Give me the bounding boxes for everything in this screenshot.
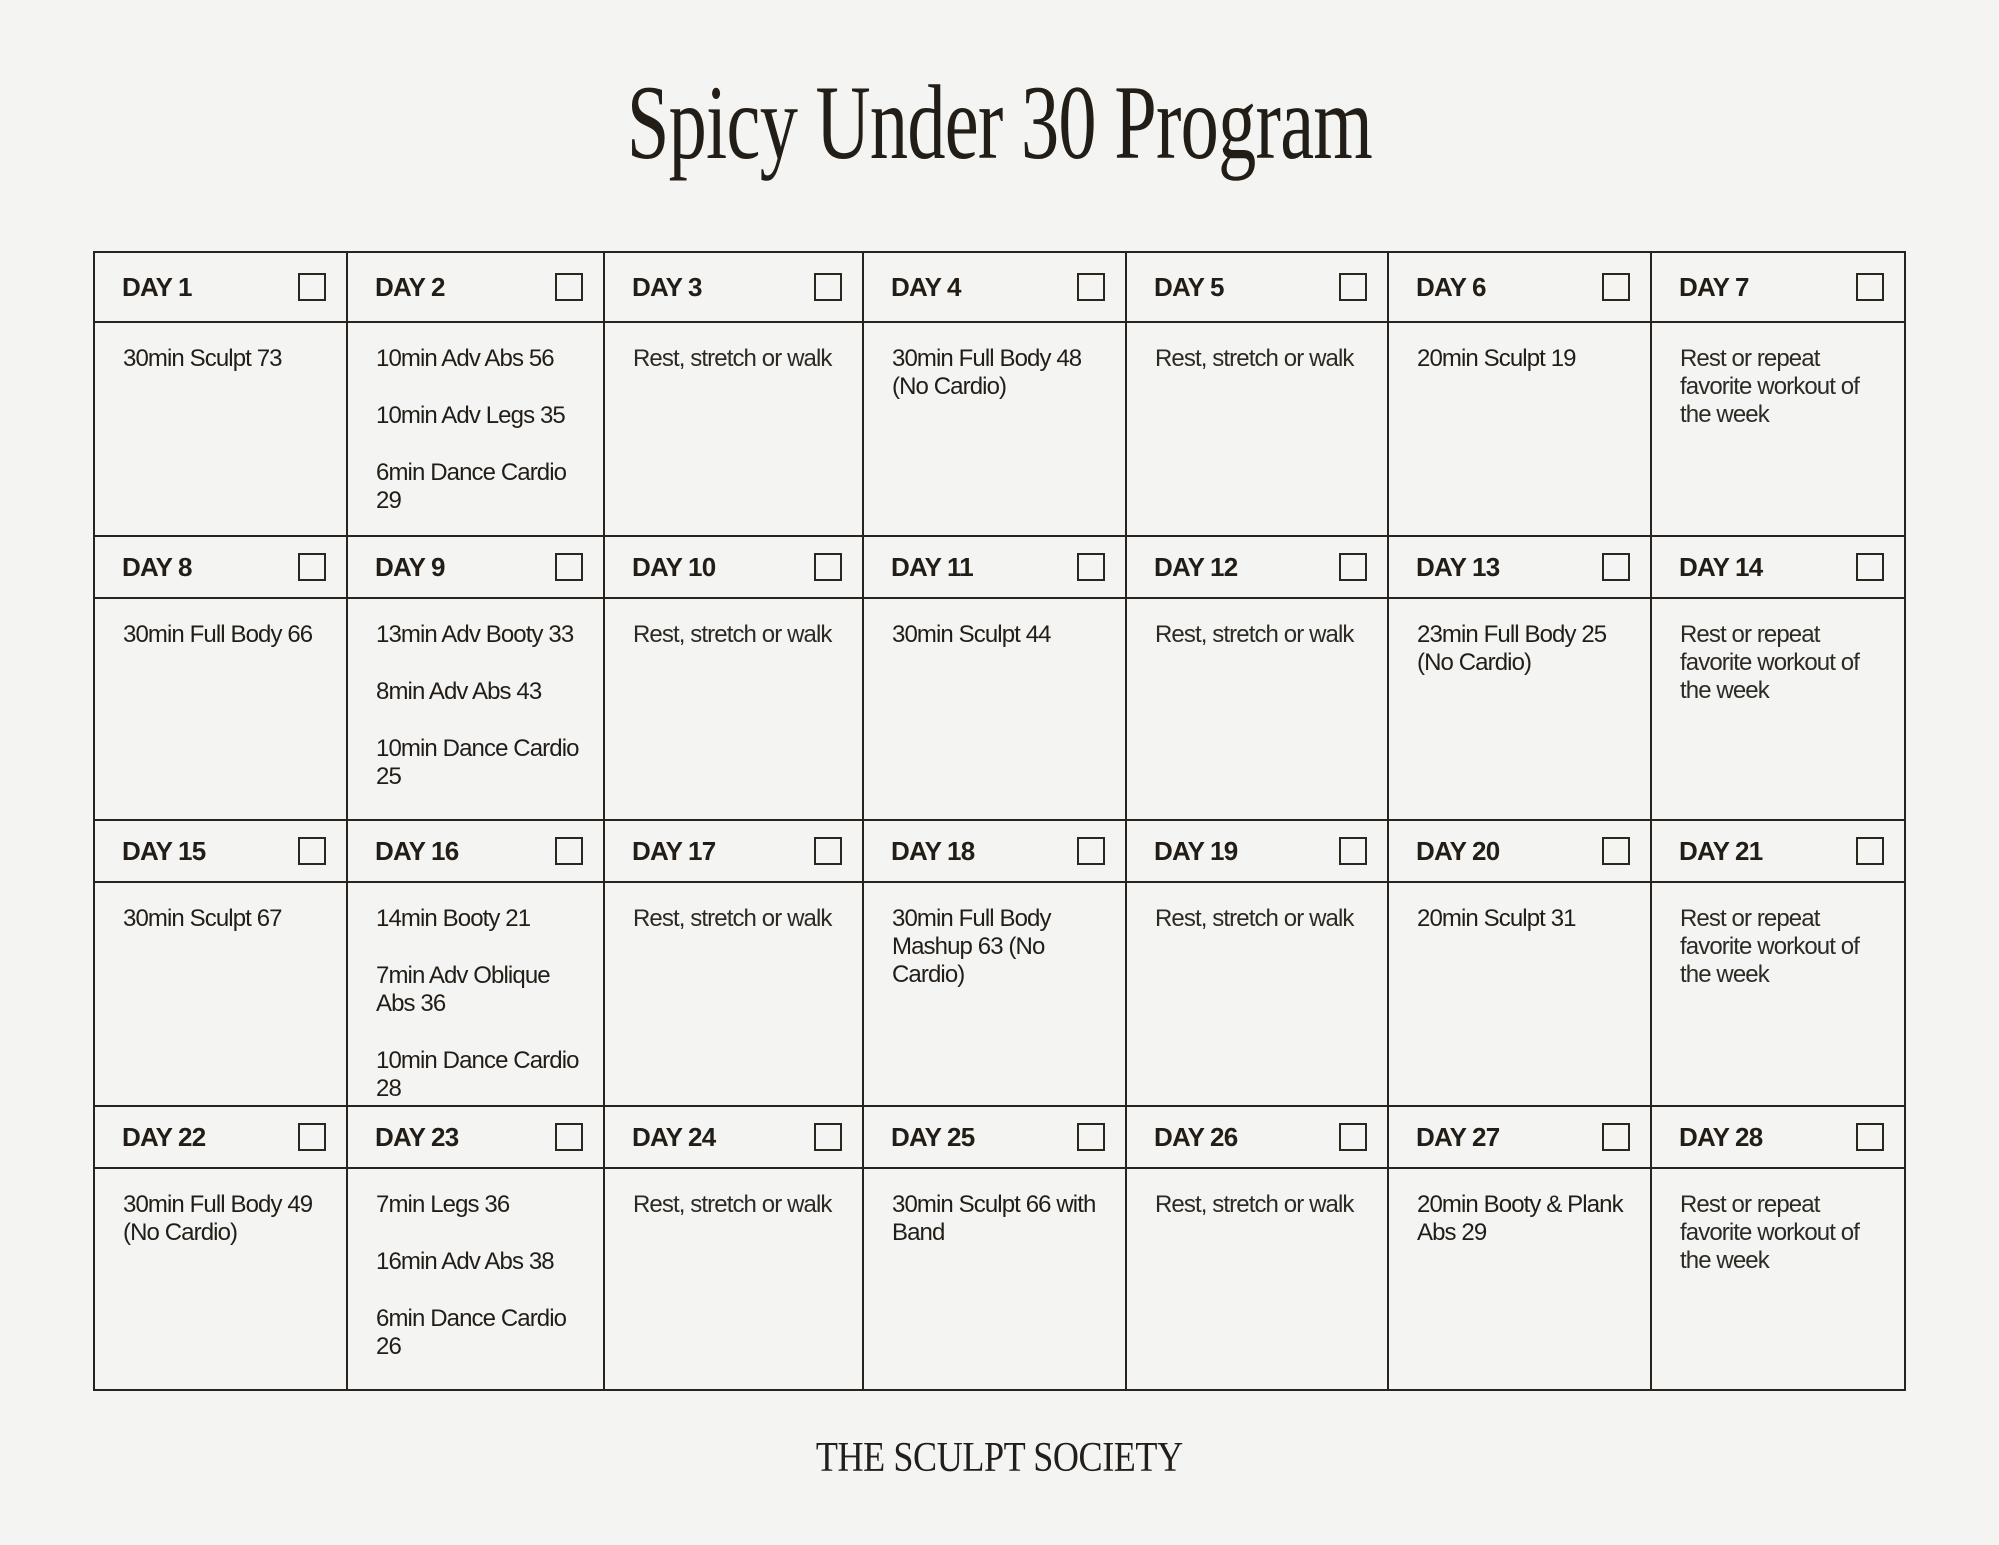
day-header: [95, 821, 348, 883]
day-workouts: [605, 323, 864, 537]
workout-item: Rest, stretch or walk: [1155, 345, 1354, 372]
day-header: [348, 1107, 605, 1169]
day-complete-checkbox[interactable]: [1602, 553, 1630, 581]
workout-item: Rest or repeat favorite workout of the week: [1680, 621, 1859, 704]
day-complete-checkbox[interactable]: [1077, 1123, 1105, 1151]
day-label: DAY 11: [891, 551, 973, 582]
workout-item: Rest or repeat favorite workout of the week: [1680, 905, 1859, 988]
day-label: DAY 24: [632, 1121, 716, 1152]
day-workouts: [1127, 599, 1389, 821]
day-workouts: [95, 323, 348, 537]
day-workouts: [864, 599, 1127, 821]
workout-item: Rest, stretch or walk: [1155, 1191, 1354, 1218]
day-label: DAY 4: [891, 271, 961, 302]
workout-item: 20min Sculpt 31: [1417, 905, 1576, 932]
day-label: DAY 5: [1154, 271, 1224, 302]
day-label: DAY 21: [1679, 835, 1763, 866]
day-header: [864, 821, 1127, 883]
day-label: DAY 20: [1416, 835, 1500, 866]
day-workouts: [348, 599, 605, 821]
day-complete-checkbox[interactable]: [298, 553, 326, 581]
day-label: DAY 14: [1679, 551, 1763, 582]
day-header: [1127, 537, 1389, 599]
workout-item: 30min Sculpt 66 with Band: [892, 1191, 1096, 1246]
day-header: [1652, 1107, 1904, 1169]
workout-item: 10min Adv Abs 56: [376, 345, 554, 372]
day-label: DAY 16: [375, 835, 459, 866]
day-complete-checkbox[interactable]: [298, 837, 326, 865]
workout-item: 7min Adv Oblique Abs 36: [376, 962, 550, 1017]
day-complete-checkbox[interactable]: [814, 553, 842, 581]
day-label: DAY 6: [1416, 271, 1486, 302]
day-complete-checkbox[interactable]: [1602, 1123, 1630, 1151]
day-complete-checkbox[interactable]: [555, 837, 583, 865]
day-workouts: [1389, 323, 1652, 537]
workout-item: 10min Dance Cardio 25: [376, 735, 579, 790]
day-label: DAY 9: [375, 551, 445, 582]
workout-item: 30min Sculpt 67: [123, 905, 282, 932]
day-workouts: [348, 1169, 605, 1389]
day-workouts: [348, 323, 605, 537]
day-header: [1652, 537, 1904, 599]
day-workouts: [1127, 323, 1389, 537]
day-header: [95, 537, 348, 599]
day-workouts: [605, 1169, 864, 1389]
day-complete-checkbox[interactable]: [555, 1123, 583, 1151]
day-complete-checkbox[interactable]: [1339, 553, 1367, 581]
day-header: [1652, 253, 1904, 323]
day-label: DAY 28: [1679, 1121, 1763, 1152]
day-workouts: [605, 883, 864, 1107]
day-complete-checkbox[interactable]: [814, 1123, 842, 1151]
day-header: [1389, 1107, 1652, 1169]
workout-item: 6min Dance Cardio 29: [376, 459, 567, 514]
workout-item: Rest, stretch or walk: [633, 905, 832, 932]
workout-item: Rest, stretch or walk: [1155, 905, 1354, 932]
day-workouts: [605, 599, 864, 821]
day-header: [1389, 821, 1652, 883]
workout-item: 30min Full Body Mashup 63 (No Cardio): [892, 905, 1051, 988]
day-complete-checkbox[interactable]: [1856, 273, 1884, 301]
workout-item: 20min Sculpt 19: [1417, 345, 1576, 372]
day-header: [1389, 537, 1652, 599]
day-workouts: [348, 883, 605, 1107]
day-header: [348, 821, 605, 883]
day-label: DAY 2: [375, 271, 445, 302]
day-label: DAY 8: [122, 551, 192, 582]
day-header: [1389, 253, 1652, 323]
workout-item: 20min Booty & Plank Abs 29: [1417, 1191, 1623, 1246]
day-header: [864, 537, 1127, 599]
day-complete-checkbox[interactable]: [1339, 273, 1367, 301]
page-title-text: Spicy Under 30 Program: [626, 64, 1373, 181]
day-workouts: [864, 323, 1127, 537]
day-label: DAY 18: [891, 835, 975, 866]
workout-item: 16min Adv Abs 38: [376, 1248, 554, 1275]
day-header: [1127, 821, 1389, 883]
day-complete-checkbox[interactable]: [1856, 837, 1884, 865]
day-label: DAY 10: [632, 551, 716, 582]
day-workouts: [1652, 883, 1904, 1107]
day-label: DAY 7: [1679, 271, 1749, 302]
workout-item: 10min Dance Cardio 28: [376, 1047, 579, 1102]
day-complete-checkbox[interactable]: [1339, 1123, 1367, 1151]
day-complete-checkbox[interactable]: [1077, 273, 1105, 301]
day-workouts: [1389, 1169, 1652, 1389]
day-label: DAY 19: [1154, 835, 1238, 866]
day-header: [864, 1107, 1127, 1169]
day-complete-checkbox[interactable]: [1077, 553, 1105, 581]
day-complete-checkbox[interactable]: [298, 1123, 326, 1151]
day-workouts: [1389, 883, 1652, 1107]
day-complete-checkbox[interactable]: [1856, 553, 1884, 581]
day-workouts: [1652, 1169, 1904, 1389]
day-label: DAY 17: [632, 835, 716, 866]
day-header: [605, 821, 864, 883]
day-complete-checkbox[interactable]: [1856, 1123, 1884, 1151]
day-label: DAY 1: [122, 271, 192, 302]
workout-item: 10min Adv Legs 35: [376, 402, 565, 429]
day-header: [1127, 1107, 1389, 1169]
day-workouts: [95, 883, 348, 1107]
day-workouts: [1127, 1169, 1389, 1389]
day-complete-checkbox[interactable]: [1077, 837, 1105, 865]
program-calendar-grid: [93, 251, 1906, 1391]
day-workouts: [1652, 599, 1904, 821]
day-workouts: [1127, 883, 1389, 1107]
workout-item: 23min Full Body 25 (No Cardio): [1417, 621, 1607, 676]
day-complete-checkbox[interactable]: [298, 273, 326, 301]
day-label: DAY 27: [1416, 1121, 1500, 1152]
workout-item: Rest or repeat favorite workout of the week: [1680, 1191, 1859, 1274]
day-complete-checkbox[interactable]: [1602, 837, 1630, 865]
page-title: [0, 58, 1999, 188]
day-header: [95, 1107, 348, 1169]
day-header: [864, 253, 1127, 323]
day-workouts: [95, 1169, 348, 1389]
workout-item: 30min Sculpt 44: [892, 621, 1051, 648]
workout-item: 14min Booty 21: [376, 905, 531, 932]
day-complete-checkbox[interactable]: [814, 837, 842, 865]
workout-item: Rest, stretch or walk: [633, 1191, 832, 1218]
day-complete-checkbox[interactable]: [814, 273, 842, 301]
day-label: DAY 15: [122, 835, 206, 866]
workout-item: 30min Full Body 48 (No Cardio): [892, 345, 1082, 400]
day-workouts: [1652, 323, 1904, 537]
day-label: DAY 26: [1154, 1121, 1238, 1152]
day-label: DAY 25: [891, 1121, 975, 1152]
workout-item: 7min Legs 36: [376, 1191, 510, 1218]
day-workouts: [95, 599, 348, 821]
day-workouts: [1389, 599, 1652, 821]
day-label: DAY 12: [1154, 551, 1238, 582]
day-header: [605, 537, 864, 599]
day-header: [348, 537, 605, 599]
workout-item: 30min Full Body 66: [123, 621, 313, 648]
workout-item: Rest, stretch or walk: [633, 621, 832, 648]
day-header: [1652, 821, 1904, 883]
day-label: DAY 3: [632, 271, 702, 302]
day-label: DAY 13: [1416, 551, 1500, 582]
day-complete-checkbox[interactable]: [1602, 273, 1630, 301]
workout-item: 6min Dance Cardio 26: [376, 1305, 567, 1360]
workout-item: Rest or repeat favorite workout of the week: [1680, 345, 1859, 428]
workout-item: 30min Sculpt 73: [123, 345, 282, 372]
brand-footer: [0, 1432, 1999, 1484]
workout-item: Rest, stretch or walk: [633, 345, 832, 372]
day-complete-checkbox[interactable]: [1339, 837, 1367, 865]
day-header: [605, 1107, 864, 1169]
day-label: DAY 23: [375, 1121, 459, 1152]
day-workouts: [864, 1169, 1127, 1389]
workout-item: Rest, stretch or walk: [1155, 621, 1354, 648]
workout-item: 8min Adv Abs 43: [376, 678, 542, 705]
day-header: [348, 253, 605, 323]
day-header: [1127, 253, 1389, 323]
day-header: [95, 253, 348, 323]
day-header: [605, 253, 864, 323]
workout-item: 13min Adv Booty 33: [376, 621, 574, 648]
workout-item: 30min Full Body 49 (No Cardio): [123, 1191, 313, 1246]
day-label: DAY 22: [122, 1121, 206, 1152]
day-complete-checkbox[interactable]: [555, 553, 583, 581]
day-workouts: [864, 883, 1127, 1107]
brand-logo-text: THE SCULPT SOCIETY: [816, 1435, 1183, 1481]
day-complete-checkbox[interactable]: [555, 273, 583, 301]
